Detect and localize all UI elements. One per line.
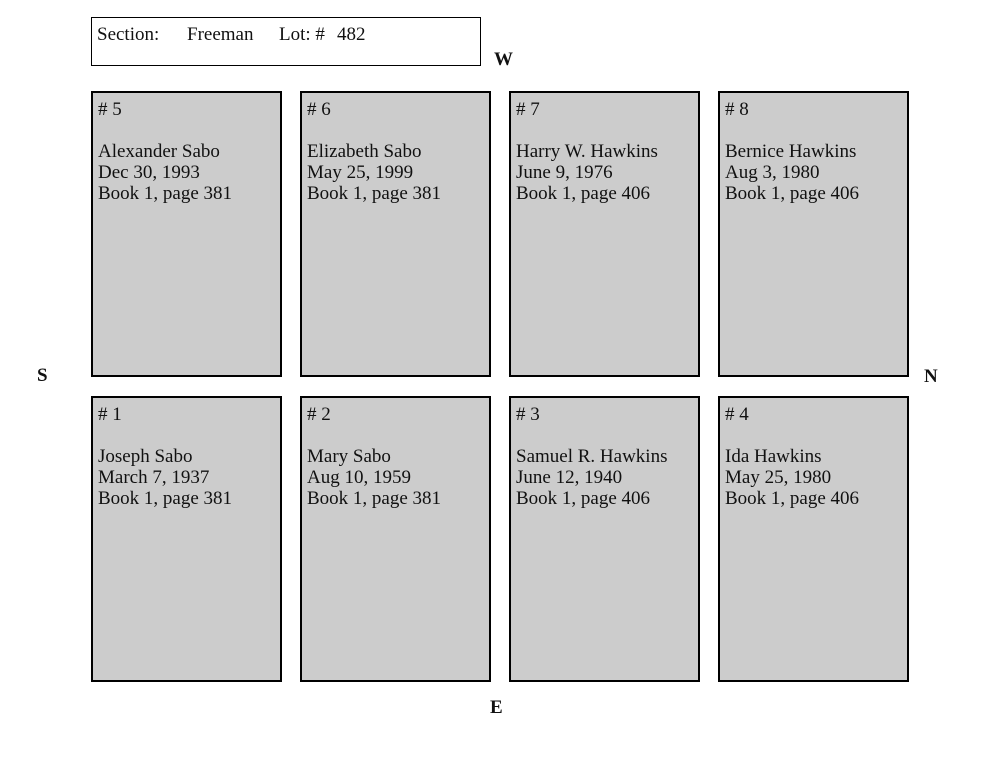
plot-record-ref: Book 1, page 406	[725, 183, 860, 204]
plot-date: May 25, 1999	[307, 162, 414, 183]
plot-record-ref: Book 1, page 381	[98, 488, 233, 509]
plot-date: Aug 10, 1959	[307, 467, 411, 488]
plot-date: Aug 3, 1980	[725, 162, 820, 183]
plot-number: # 3	[516, 404, 540, 425]
plot-name: Joseph Sabo	[98, 446, 193, 467]
plot-name: Harry W. Hawkins	[516, 141, 658, 162]
plot-number: # 7	[516, 99, 540, 120]
plot-name: Bernice Hawkins	[725, 141, 857, 162]
lot-header-box	[91, 17, 481, 66]
lot-value: 482	[337, 24, 366, 45]
grave-plot-4	[718, 396, 909, 682]
plot-number: # 2	[307, 404, 331, 425]
compass-west: W	[494, 49, 513, 70]
plot-record-ref: Book 1, page 381	[307, 488, 442, 509]
plot-name: Ida Hawkins	[725, 446, 822, 467]
plot-number: # 8	[725, 99, 749, 120]
section-label: Section:	[97, 24, 160, 45]
plot-name: Samuel R. Hawkins	[516, 446, 668, 467]
plot-record-ref: Book 1, page 406	[725, 488, 860, 509]
grave-plot-3	[509, 396, 700, 682]
plot-date: June 12, 1940	[516, 467, 623, 488]
plot-record-ref: Book 1, page 381	[307, 183, 442, 204]
compass-south: S	[37, 365, 48, 386]
grave-plot-2	[300, 396, 491, 682]
plot-number: # 6	[307, 99, 331, 120]
lot-label: Lot: #	[279, 24, 325, 45]
grave-plot-1	[91, 396, 282, 682]
compass-east: E	[490, 697, 503, 718]
grave-plot-8	[718, 91, 909, 377]
compass-north: N	[924, 366, 938, 387]
plot-number: # 1	[98, 404, 122, 425]
plot-date: Dec 30, 1993	[98, 162, 200, 183]
grave-plot-5	[91, 91, 282, 377]
grave-plot-7	[509, 91, 700, 377]
plot-name: Elizabeth Sabo	[307, 141, 422, 162]
plot-record-ref: Book 1, page 381	[98, 183, 233, 204]
plot-date: March 7, 1937	[98, 467, 210, 488]
plot-name: Mary Sabo	[307, 446, 391, 467]
plot-date: June 9, 1976	[516, 162, 613, 183]
plot-name: Alexander Sabo	[98, 141, 220, 162]
section-value: Freeman	[187, 24, 254, 45]
plot-record-ref: Book 1, page 406	[516, 183, 651, 204]
grave-plot-6	[300, 91, 491, 377]
plot-number: # 4	[725, 404, 749, 425]
plot-record-ref: Book 1, page 406	[516, 488, 651, 509]
plot-date: May 25, 1980	[725, 467, 832, 488]
plot-number: # 5	[98, 99, 122, 120]
